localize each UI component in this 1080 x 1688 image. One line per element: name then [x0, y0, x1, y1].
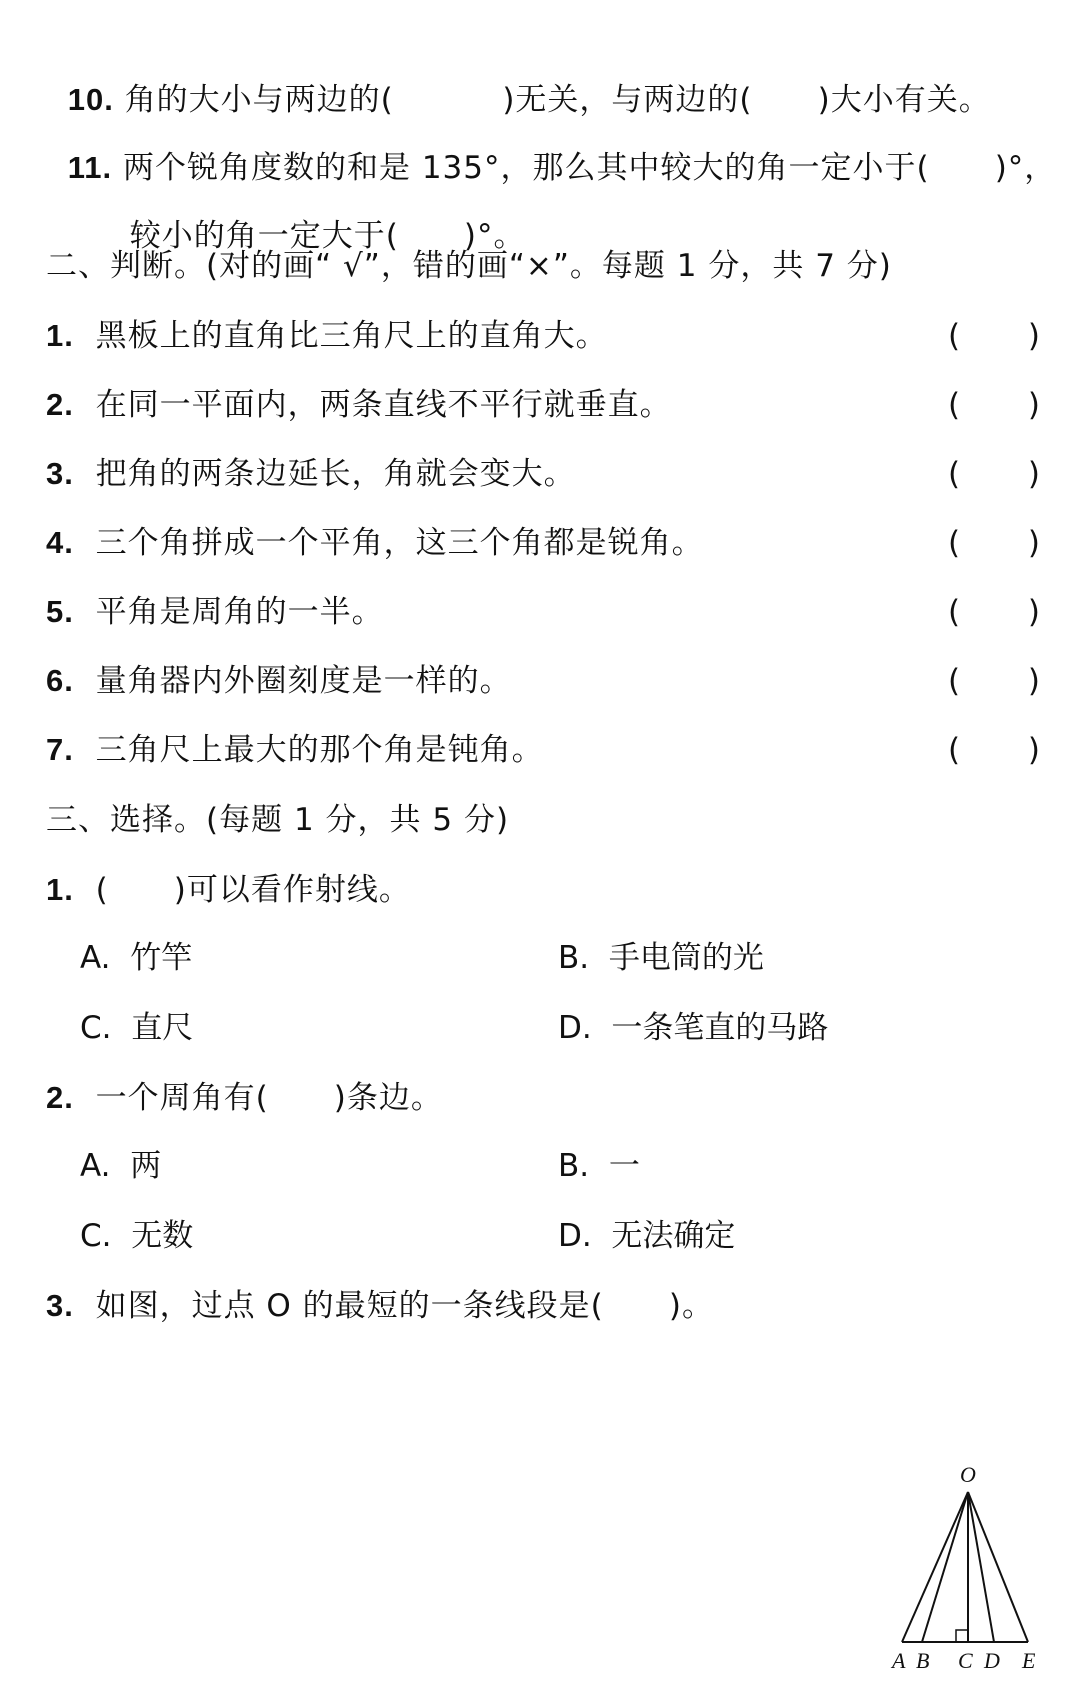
item-number: 2. [46, 387, 74, 422]
choice-question-2 [46, 1078, 443, 1118]
judgment-item-6 [46, 661, 512, 701]
label-c: C [958, 1648, 973, 1673]
item-number: 7. [46, 732, 74, 767]
answer-bracket[interactable]: ( ) [948, 387, 1040, 423]
choice-question-1 [46, 870, 411, 910]
segment-od [968, 1492, 994, 1642]
question-text: 如图，过点 O 的最短的一条线段是( )。 [95, 1288, 714, 1324]
judgment-item-1 [46, 316, 608, 356]
answer-bracket[interactable]: ( ) [948, 594, 1040, 630]
judgment-item-2 [46, 385, 672, 425]
label-d: D [984, 1648, 1000, 1673]
section-heading-judgment: 二、判断。(对的画“ √”，错的画“×”。每题 1 分，共 7 分) [46, 248, 892, 284]
option-d[interactable]: D. 一条笔直的马路 [558, 1010, 829, 1046]
segment-oe [968, 1492, 1028, 1642]
option-b[interactable]: B. 一 [558, 1148, 640, 1184]
item-text: 三角尺上最大的那个角是钝角。 [95, 732, 544, 768]
item-text: 三个角拼成一个平角，这三个角都是锐角。 [95, 525, 704, 561]
segment-ob [922, 1492, 968, 1642]
answer-bracket[interactable]: ( ) [948, 525, 1040, 561]
answer-bracket[interactable]: ( ) [948, 456, 1040, 492]
question-number: 1. [46, 872, 74, 907]
item-number: 3. [46, 456, 74, 491]
question-text: 一个周角有( )条边。 [95, 1080, 443, 1116]
answer-bracket[interactable]: ( ) [948, 663, 1040, 699]
item-number: 4. [46, 525, 74, 560]
question-text: ( )可以看作射线。 [95, 872, 411, 908]
label-e: E [1022, 1648, 1036, 1673]
option-c[interactable]: C. 无数 [80, 1218, 194, 1254]
question-text: 较小的角一定大于( )°。 [129, 218, 526, 254]
item-text: 量角器内外圈刻度是一样的。 [95, 663, 512, 699]
option-b[interactable]: B. 手电筒的光 [558, 940, 764, 976]
item-text: 把角的两条边延长，角就会变大。 [95, 456, 576, 492]
triangle-figure [878, 1462, 1058, 1682]
item-number: 5. [46, 594, 74, 629]
item-text: 黑板上的直角比三角尺上的直角大。 [95, 318, 608, 354]
question-text: 两个锐角度数的和是 135°，那么其中较大的角一定小于( )°， [122, 150, 1057, 186]
option-c[interactable]: C. 直尺 [80, 1010, 194, 1046]
label-o: O [960, 1462, 976, 1487]
option-a[interactable]: A. 两 [80, 1148, 162, 1184]
choice-question-3 [46, 1286, 714, 1326]
label-b: B [916, 1648, 930, 1673]
segment-oa [902, 1492, 968, 1642]
item-text: 平角是周角的一半。 [95, 594, 384, 630]
item-number: 1. [46, 318, 74, 353]
question-text: 角的大小与两边的( )无关，与两边的( )大小有关。 [124, 82, 991, 118]
judgment-item-5 [46, 592, 384, 632]
question-number: 11. [67, 150, 113, 185]
judgment-item-7 [46, 730, 544, 770]
right-angle-mark [956, 1630, 968, 1642]
question-number: 3. [46, 1288, 74, 1323]
label-a: A [892, 1648, 906, 1673]
judgment-item-3 [46, 454, 576, 494]
answer-bracket[interactable]: ( ) [948, 732, 1040, 768]
option-a[interactable]: A. 竹竿 [80, 940, 193, 976]
answer-bracket[interactable]: ( ) [948, 318, 1040, 354]
item-number: 6. [46, 663, 74, 698]
question-number: 10. [67, 82, 114, 117]
judgment-item-4 [46, 523, 704, 563]
question-number: 2. [46, 1080, 74, 1115]
section-heading-choice: 三、选择。(每题 1 分，共 5 分) [46, 802, 510, 838]
question-11-continued [108, 176, 526, 256]
option-d[interactable]: D. 无法确定 [558, 1218, 736, 1254]
item-text: 在同一平面内，两条直线不平行就垂直。 [95, 387, 672, 423]
